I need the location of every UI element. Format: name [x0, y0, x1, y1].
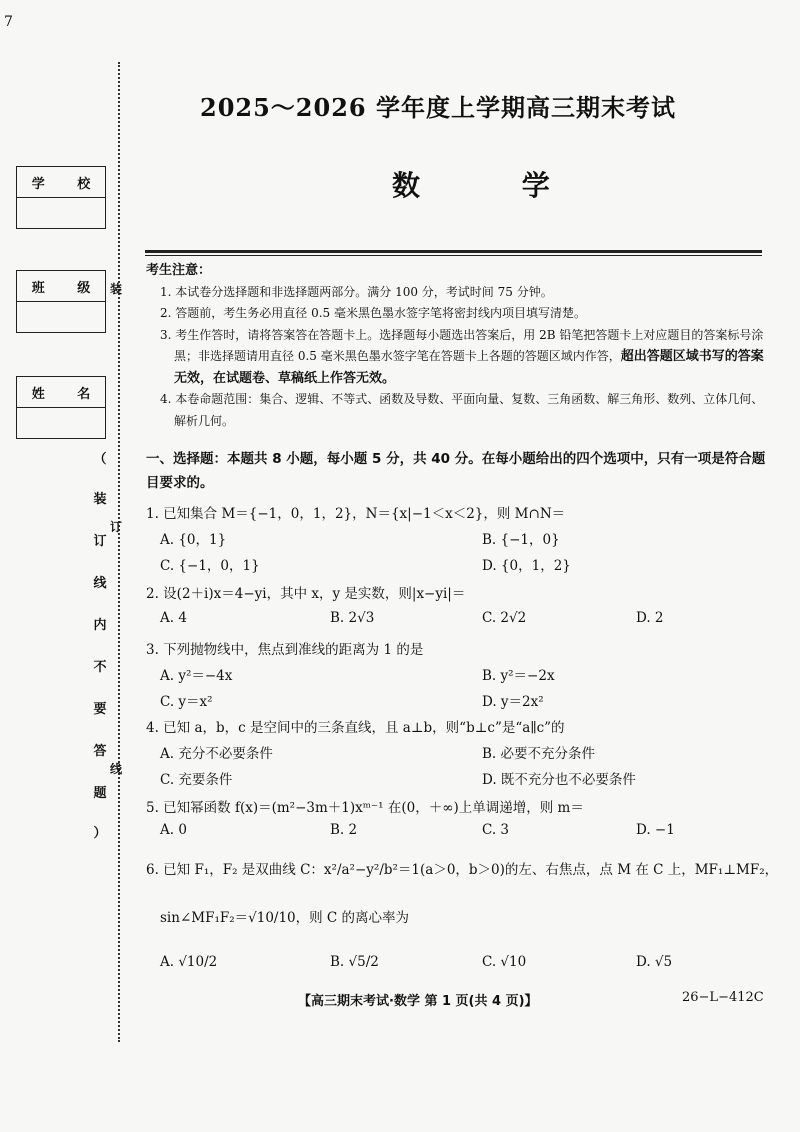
- question-stem: 5. 已知幂函数 f(x)＝(m²−3m＋1)xᵐ⁻¹ 在(0，＋∞)上单调递增，则 m＝: [146, 800, 584, 816]
- vertical-char: 题: [93, 786, 107, 801]
- option: B. 2√3: [330, 610, 375, 626]
- section-heading: 一、选择题：本题共 8 小题，每小题 5 分，共 40 分。在每小题给出的四个选项中，只有一项是符合题目要求的。: [146, 451, 766, 491]
- option: A. √10/2: [160, 954, 218, 970]
- class-box: [16, 270, 106, 333]
- option: A. 充分不必要条件: [160, 746, 273, 762]
- exam-title: 2025～2026 学年度上学期高三期末考试: [200, 93, 676, 122]
- subject-title: 数 学: [392, 169, 596, 202]
- vertical-char: 装: [93, 492, 107, 507]
- option: C. 2√2: [482, 610, 527, 626]
- name-field[interactable]: [17, 408, 105, 438]
- corner-mark: 7: [4, 14, 13, 30]
- binding-mark: 装: [110, 282, 123, 296]
- page-footer: 【高三期末考试·数学 第 1 页(共 4 页)】: [298, 994, 538, 1009]
- option: D. √5: [636, 954, 673, 970]
- option: D. {0，1，2}: [482, 558, 571, 574]
- notice-item: 1. 本试卷分选择题和非选择题两部分。满分 100 分，考试时间 75 分钟。: [160, 284, 553, 299]
- question-stem: 1. 已知集合 M＝{−1，0，1，2}，N＝{x|−1＜x＜2}，则 M∩N＝: [146, 506, 566, 522]
- notice-item: 2. 答题前，考生务必用直径 0.5 毫米黑色墨水签字笔将密封线内项目填写清楚。: [160, 306, 586, 320]
- notice-item-text: 3. 考生作答时，请将答案答在答题卡上。选择题每小题选出答案后，用 2B 铅笔把答题卡上对应题目的答案标号涂黑；非选择题请用直径 0.5 毫米黑色墨水签字笔在答题卡上各题的答题区域内作答，: [160, 327, 764, 363]
- option: D. 2: [636, 610, 664, 626]
- header-rule-thin: [145, 255, 762, 256]
- option: D. −1: [636, 822, 675, 838]
- vertical-char: 答: [93, 744, 107, 759]
- school-field[interactable]: [17, 198, 105, 228]
- option: A. 0: [160, 822, 187, 838]
- vertical-char: 线: [93, 576, 107, 591]
- vertical-char: 不: [93, 660, 107, 675]
- option: A. y²＝−4x: [160, 668, 233, 684]
- question-stem: 2. 设(2＋i)x＝4−yi，其中 x，y 是实数，则|x−yi|＝: [146, 586, 466, 602]
- option: D. y＝2x²: [482, 694, 544, 710]
- option: B. √5/2: [330, 954, 379, 970]
- option: B. y²＝−2x: [482, 668, 555, 684]
- option: C. 充要条件: [160, 772, 233, 788]
- binding-mark: 线: [110, 762, 123, 776]
- class-field[interactable]: [17, 302, 105, 332]
- header-rule-thick: [145, 250, 762, 253]
- option: C. √10: [482, 954, 527, 970]
- notice-item: 4. 本卷命题范围：集合、逻辑、不等式、函数及导数、平面向量、复数、三角函数、解三角形、数列、立体几何、解析几何。: [160, 392, 764, 428]
- binding-mark: 订: [110, 520, 123, 534]
- paper-code: 26−L−412C: [682, 990, 764, 1005]
- notices-heading: 考生注意：: [146, 263, 212, 278]
- name-box: [16, 376, 106, 439]
- notice-item-bold: 超出答题区域书写的答案无效，在试题卷、草稿纸上作答无效。: [174, 349, 764, 386]
- question-stem: 6. 已知 F₁，F₂ 是双曲线 C：x²/a²−y²/b²＝1(a＞0，b＞0)的左、右焦点，点 M 在 C 上，MF₁⊥MF₂，: [146, 862, 779, 878]
- vertical-char: 内: [93, 618, 107, 633]
- question-stem: 4. 已知 a，b，c 是空间中的三条直线，且 a⊥b，则“b⊥c”是“a∥c”的: [146, 720, 565, 736]
- option: B. {−1，0}: [482, 532, 560, 548]
- school-label: 学 校: [17, 167, 105, 198]
- class-label: 班 级: [17, 271, 105, 302]
- binding-dotted-line: [118, 62, 120, 1042]
- option: C. 3: [482, 822, 510, 838]
- vertical-char: （: [93, 452, 107, 467]
- question-stem: 3. 下列抛物线中，焦点到准线的距离为 1 的是: [146, 642, 424, 658]
- notice-item: [146, 325, 766, 390]
- school-box: [16, 166, 106, 229]
- option: C. {−1，0，1}: [160, 558, 260, 574]
- option: A. {0，1}: [160, 532, 227, 548]
- option: A. 4: [160, 610, 187, 626]
- option: B. 2: [330, 822, 358, 838]
- name-label: 姓 名: [17, 377, 105, 408]
- exam-notices: [146, 260, 766, 432]
- vertical-char: 订: [93, 534, 107, 549]
- option: D. 既不充分也不必要条件: [482, 772, 636, 788]
- vertical-char: 要: [93, 702, 107, 717]
- question-stem-continued: sin∠MF₁F₂＝√10/10，则 C 的离心率为: [160, 910, 410, 926]
- vertical-char: ）: [93, 826, 107, 841]
- option: C. y＝x²: [160, 694, 213, 710]
- option: B. 必要不充分条件: [482, 746, 596, 762]
